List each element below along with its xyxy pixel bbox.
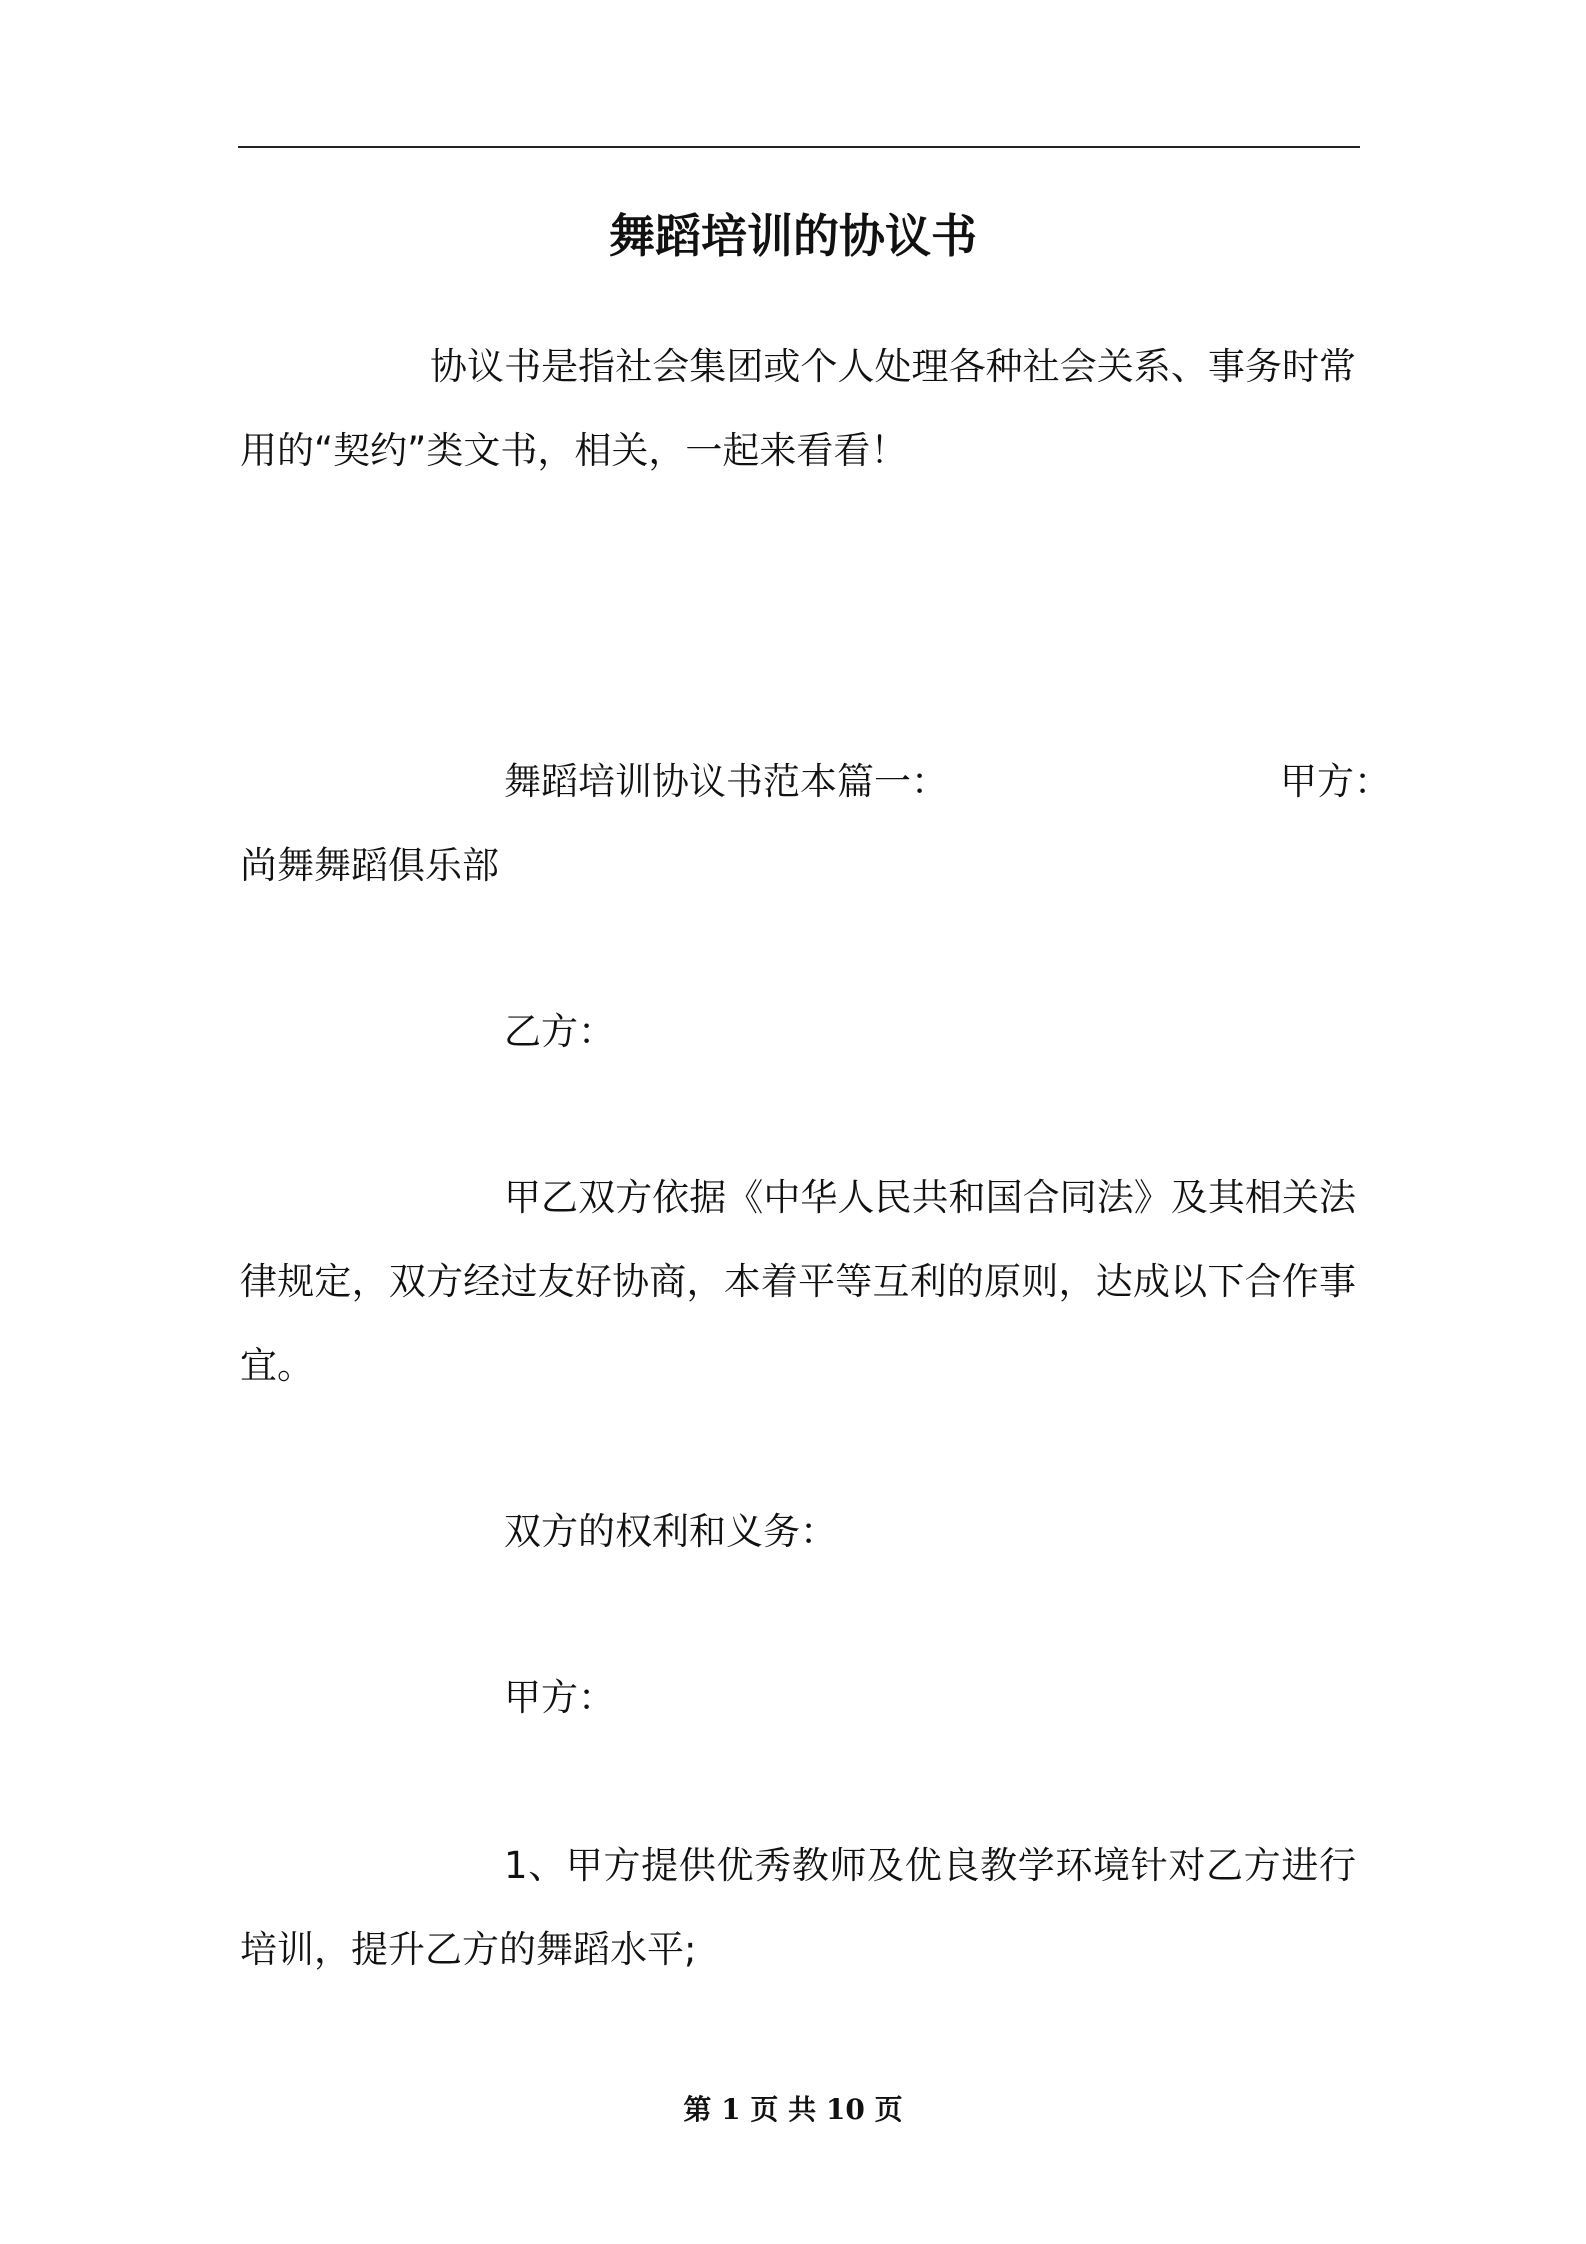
intro-paragraph: 协议书是指社会集团或个人处理各种社会关系、事务时常用的“契约”类文书，相关，一起来看看！ xyxy=(240,345,1356,472)
clause-1: 1、甲方提供优秀教师及优良教学环境针对乙方进行培训，提升乙方的舞蹈水平; xyxy=(240,1844,1356,1971)
agreement-paragraph: 甲乙双方依据《中华人民共和国合同法》及其相关法律规定，双方经过友好协商，本着平等互利的原则，达成以下合作事宜。 xyxy=(240,1176,1356,1387)
section-heading: 舞蹈培训协议书范本篇一： xyxy=(504,760,948,803)
party-a-label: 甲方： xyxy=(1280,760,1391,803)
party-a-heading: 甲方： xyxy=(504,1676,615,1719)
rights-heading: 双方的权利和义务： xyxy=(504,1510,837,1553)
party-b-label: 乙方： xyxy=(504,1010,615,1053)
party-a-name: 尚舞舞蹈俱乐部 xyxy=(240,844,499,887)
page-indicator: 第 1 页 共 10 页 xyxy=(683,2093,903,2126)
header-divider xyxy=(238,146,1360,148)
document-title: 舞蹈培训的协议书 xyxy=(609,209,977,263)
